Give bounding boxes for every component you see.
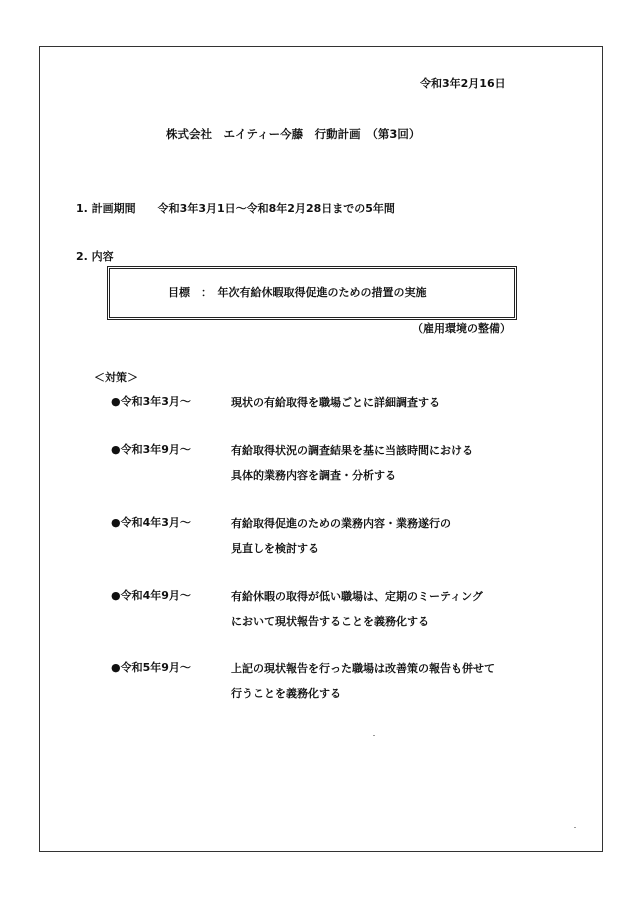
measure-date: ●令和3年3月～ <box>111 395 191 408</box>
scan-speck <box>574 827 576 828</box>
measure-date: ●令和4年9月～ <box>111 589 191 602</box>
section-planning-period <box>76 202 395 216</box>
section-heading-planning-period: 1. 計画期間 <box>76 202 136 215</box>
goal-box <box>107 266 517 320</box>
measure-description: 上記の現状報告を行った職場は改善策の報告も併せて 行うことを義務化する <box>231 662 495 700</box>
measure-date: ●令和5年9月～ <box>111 661 191 674</box>
measure-description: 有給取得促進のための業務内容・業務遂行の 見直しを検討する <box>231 517 451 555</box>
section-heading-content: 2. 内容 <box>76 250 114 263</box>
scan-speck <box>373 735 375 736</box>
measure-description: 有給休暇の取得が低い職場は、定期のミーティング において現状報告することを義務化する <box>231 590 483 628</box>
measure-description: 有給取得状況の調査結果を基に当該時間における 具体的業務内容を調査・分析する <box>231 444 473 482</box>
goal-text: 目標 ： 年次有給休暇取得促進のための措置の実施 <box>168 286 427 299</box>
measures-heading: ＜対策＞ <box>94 371 138 384</box>
planning-period-value: 令和3年3月1日～令和8年2月28日までの5年間 <box>157 202 395 215</box>
measure-date: ●令和3年9月～ <box>111 443 191 456</box>
document-title: 株式会社 エイティー今藤 行動計画 （第3回） <box>166 127 421 141</box>
measure-date: ●令和4年3月～ <box>111 516 191 529</box>
goal-subtitle: （雇用環境の整備） <box>412 322 511 335</box>
document-date: 令和3年2月16日 <box>420 77 506 90</box>
measure-description: 現状の有給取得を職場ごとに詳細調査する <box>231 396 440 409</box>
